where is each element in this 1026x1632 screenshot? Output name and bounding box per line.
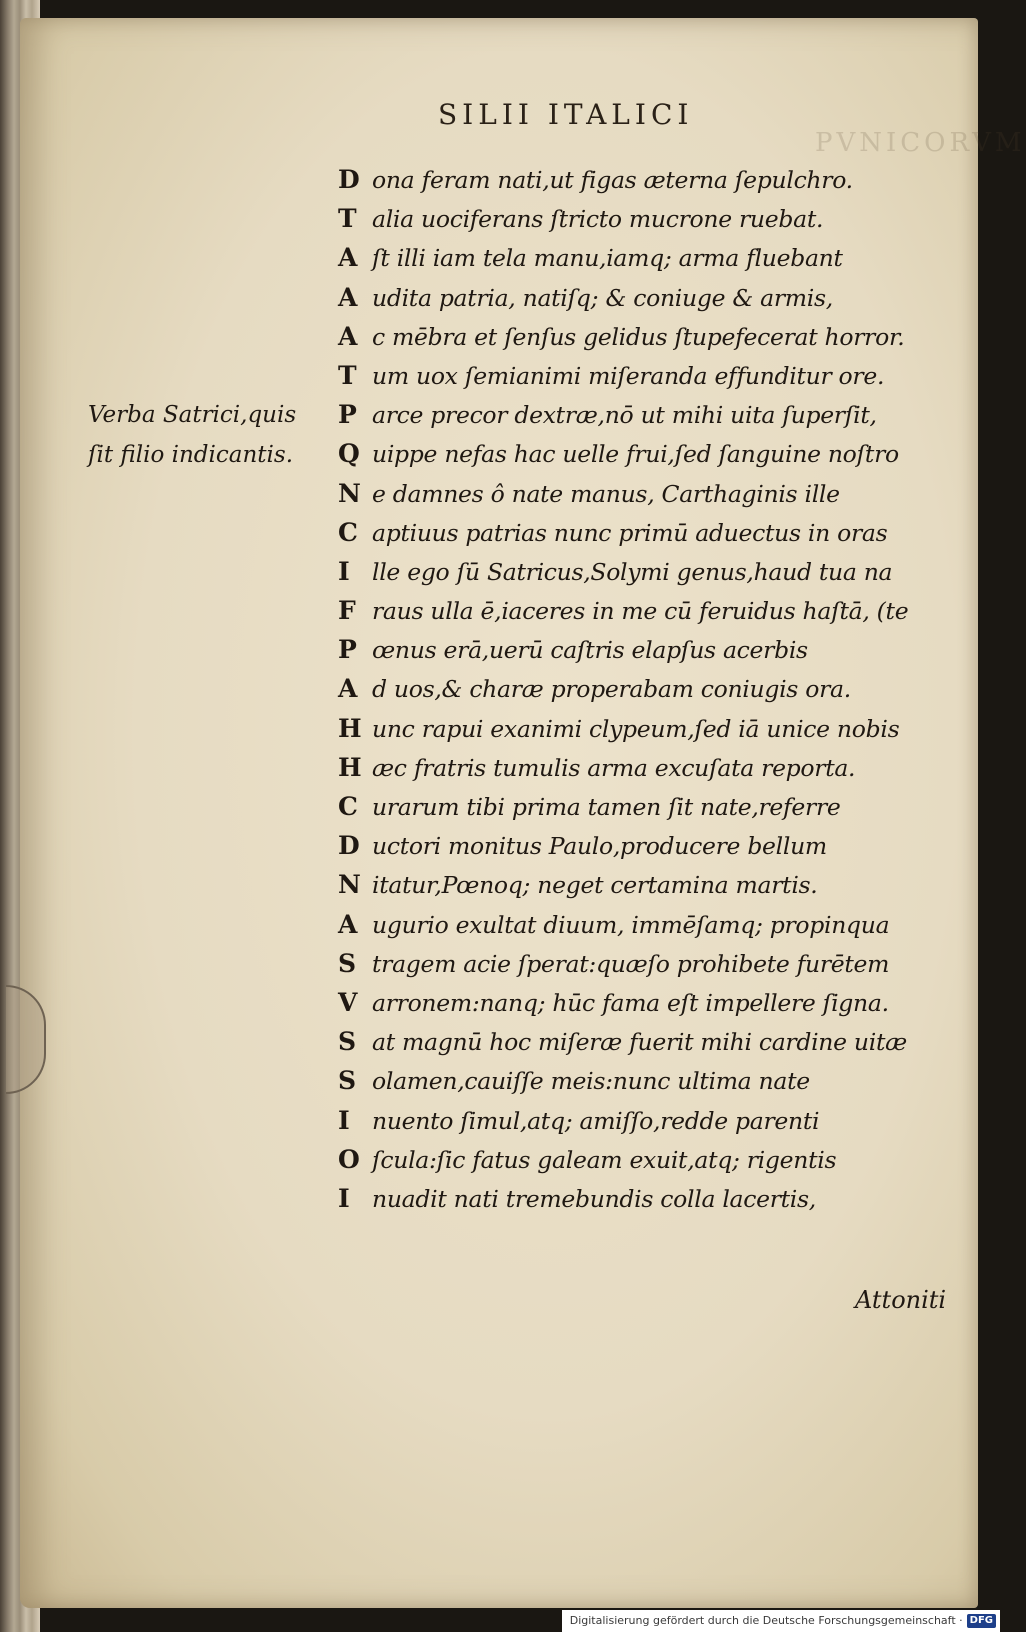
verse-text: aptiuus patrias nunc primū aduectus in oras: [372, 518, 888, 547]
verse-initial: A: [338, 321, 358, 351]
verse-text: nuadit nati tremebundis colla lacertis,: [372, 1184, 816, 1213]
verse-initial: N: [338, 870, 361, 900]
verse-initial: I: [338, 556, 350, 586]
verse-line: [338, 317, 958, 356]
verse-text: um uox ſemianimi miſeranda effunditur ore.: [372, 361, 885, 390]
verse-initial: D: [338, 831, 360, 861]
verse-initial: A: [338, 674, 358, 704]
verse-line: [338, 1140, 958, 1179]
verse-block: [338, 160, 958, 1218]
verse-text: unc rapui exanimi clypeum,ſed iā unice nobis: [372, 714, 900, 743]
verse-initial: S: [338, 948, 357, 978]
verse-initial: C: [338, 792, 358, 821]
verse-text: uctori monitus Paulo,producere bellum: [372, 832, 827, 861]
verse-initial: D: [338, 165, 360, 194]
verse-line: [338, 787, 958, 826]
verse-text: ſt illi iam tela manu,iamq; arma fluebant: [372, 244, 843, 273]
verse-initial: A: [338, 909, 358, 939]
verse-line: [338, 669, 958, 708]
verse-initial: T: [338, 204, 357, 234]
verse-line: [338, 826, 958, 865]
verse-line: [338, 709, 958, 748]
verse-initial: I: [338, 1105, 350, 1135]
verse-initial: P: [338, 400, 357, 430]
verse-initial: T: [338, 360, 357, 390]
verse-text: e damnes ô nate manus, Carthaginis ille: [372, 479, 840, 508]
verse-line: [338, 395, 958, 434]
verse-line: [338, 1061, 958, 1100]
verse-initial: I: [338, 1183, 350, 1213]
running-head: SILII ITALICI: [438, 98, 694, 131]
verse-line: [338, 905, 958, 944]
verse-line: [338, 513, 958, 552]
verse-text: d uos,& charæ properabam coniugis ora.: [372, 675, 851, 704]
verse-initial: A: [338, 243, 358, 273]
verse-line: [338, 748, 958, 787]
verse-text: at magnū hoc miſeræ fuerit mihi cardine uitæ: [372, 1028, 907, 1057]
verse-line: [338, 356, 958, 395]
verse-line: [338, 434, 958, 473]
verse-text: urarum tibi prima tamen ſit nate,referre: [372, 793, 841, 821]
verse-line: [338, 199, 958, 238]
verse-text: alia uociferans ſtricto mucrone ruebat.: [372, 205, 824, 234]
verse-text: œnus erā,uerū caſtris elapſus acerbis: [372, 636, 808, 665]
verse-line: [338, 865, 958, 904]
verse-text: arronem:nanq; hūc fama eſt impellere ſigna.: [372, 988, 889, 1017]
verse-line: [338, 630, 958, 669]
verse-line: [338, 474, 958, 513]
show-through-text: PVNICORVM: [815, 128, 1026, 158]
verse-line: [338, 1101, 958, 1140]
verse-text: udita patria, natiſq; & coniuge & armis,: [372, 283, 833, 312]
verse-initial: H: [338, 713, 362, 743]
verse-initial: C: [338, 517, 358, 547]
verse-text: olamen,cauiſſe meis:nunc ultima nate: [372, 1067, 810, 1096]
footer-text: Digitalisierung gefördert durch die Deutsche Forschungsgemeinschaft ·: [569, 1614, 963, 1627]
verse-text: nuento ſimul,atq; amiſſo,redde parenti: [372, 1106, 820, 1135]
verse-initial: S: [338, 1027, 357, 1057]
dfg-logo: DFG: [967, 1614, 996, 1628]
verse-initial: F: [338, 596, 356, 626]
verse-text: lle ego ſū Satricus,Solymi genus,haud tua na: [372, 557, 893, 586]
catchword: Attoniti: [855, 1286, 947, 1314]
verse-text: æc fratris tumulis arma excuſata reporta.: [372, 753, 856, 782]
verse-text: uippe nefas hac uelle frui,ſed ſanguine noſtro: [372, 440, 899, 469]
marginal-note: [88, 395, 328, 475]
verse-line: [338, 278, 958, 317]
verse-initial: H: [338, 752, 362, 782]
verse-line: [338, 1179, 958, 1218]
verse-initial: P: [338, 635, 357, 665]
verse-text: c mēbra et ſenſus gelidus ſtupefecerat horror.: [372, 322, 905, 351]
verse-initial: V: [338, 987, 358, 1017]
verse-line: [338, 983, 958, 1022]
verse-text: ſcula:ſic fatus galeam exuit,atq; rigentis: [372, 1145, 837, 1174]
marginal-note-line: ſit filio indicantis.: [88, 442, 294, 468]
verse-text: itatur,Pœnoq; neget certamina martis.: [372, 871, 818, 900]
verse-line: [338, 944, 958, 983]
verse-text: ugurio exultat diuum, immēſamq; propinqua: [372, 910, 890, 939]
verse-line: [338, 552, 958, 591]
verse-initial: Q: [338, 439, 360, 469]
verse-line: [338, 1022, 958, 1061]
verse-initial: S: [338, 1066, 357, 1096]
verse-initial: A: [338, 282, 358, 312]
verse-text: raus ulla ē,iaceres in me cū feruidus haſtā, (te: [372, 597, 909, 626]
verse-line: [338, 591, 958, 630]
digitization-footer: [562, 1610, 1000, 1632]
verse-line: [338, 238, 958, 277]
verse-initial: O: [338, 1144, 360, 1174]
verse-text: arce precor dextræ,nō ut mihi uita ſuperſit,: [372, 401, 877, 430]
marginal-note-line: Verba Satrici,quis: [88, 402, 297, 428]
verse-initial: N: [338, 478, 361, 508]
verse-line: [338, 160, 958, 199]
verse-text: tragem acie ſperat:quæſo prohibete furētem: [372, 949, 890, 978]
verse-text: ona feram nati,ut figas æterna ſepulchro.: [372, 166, 853, 194]
